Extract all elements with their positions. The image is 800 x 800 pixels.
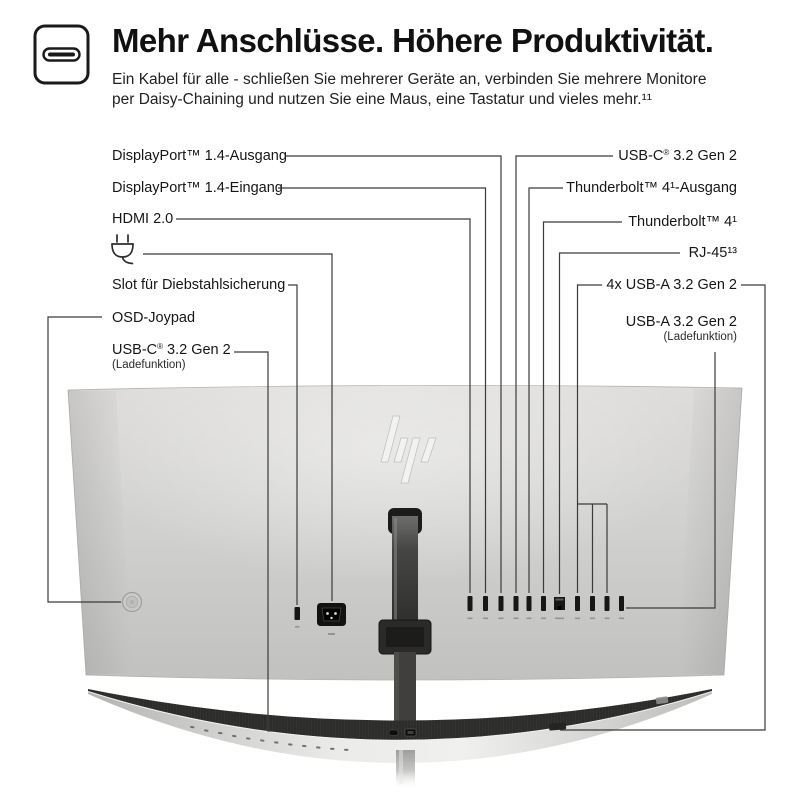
page-subtitle [112,70,706,110]
label-thunderbolt: Thunderbolt™ 4¹ [628,214,737,230]
label-security-slot: Slot für Diebstahlsicherung [112,277,286,293]
power-plug-icon [106,231,140,269]
subtitle-line1: Ein Kabel für alle - schließen Sie mehrerer Geräte an, verbinden Sie mehrere Monitore [112,71,707,88]
port-dp-out [499,596,504,611]
port-hdmi [468,596,473,611]
port-usbc [514,596,519,611]
stand-neck [396,750,415,788]
subtitle-line2: per Daisy-Chaining und nutzen Sie eine Maus, eine Tastatur und vieles mehr.¹¹ [112,91,652,108]
port-tb-out [527,596,532,611]
usb-c-badge-icon [33,24,91,86]
port-dp-in [483,596,488,611]
label-usbc-charge-sub: (Ladefunktion) [112,359,186,371]
label-hdmi: HDMI 2.0 [112,211,174,227]
label-usba-charge: USB-A 3.2 Gen 2 [625,314,737,330]
label-displayport-ausgang: DisplayPort™ 1.4-Ausgang [112,148,287,164]
label-rj45: RJ-45¹³ [688,245,737,261]
bezel-center-port-2 [405,729,416,736]
label-usba-charge-sub: (Ladefunktion) [663,331,737,343]
label-usba-4x: 4x USB-A 3.2 Gen 2 [606,277,737,293]
label-thunderbolt-ausgang: Thunderbolt™ 4¹-Ausgang [566,180,737,196]
port-usba-charge [619,596,624,611]
port-tb [541,596,546,611]
bezel-center-port-1 [389,730,398,736]
port-usba-1 [575,596,580,611]
page-title: Mehr Anschlüsse. Höhere Produktivität. [112,22,714,59]
port-rj45 [554,597,565,610]
label-usbc: USB-C® 3.2 Gen 2 [618,148,737,165]
port-usba-2 [590,596,595,611]
label-osd-joypad: OSD-Joypad [112,310,196,326]
label-displayport-eingang: DisplayPort™ 1.4-Eingang [112,180,283,196]
port-usba-3 [605,596,610,611]
label-usbc-charge: USB-C® 3.2 Gen 2 [112,342,231,359]
osd-joypad-button [123,593,142,612]
